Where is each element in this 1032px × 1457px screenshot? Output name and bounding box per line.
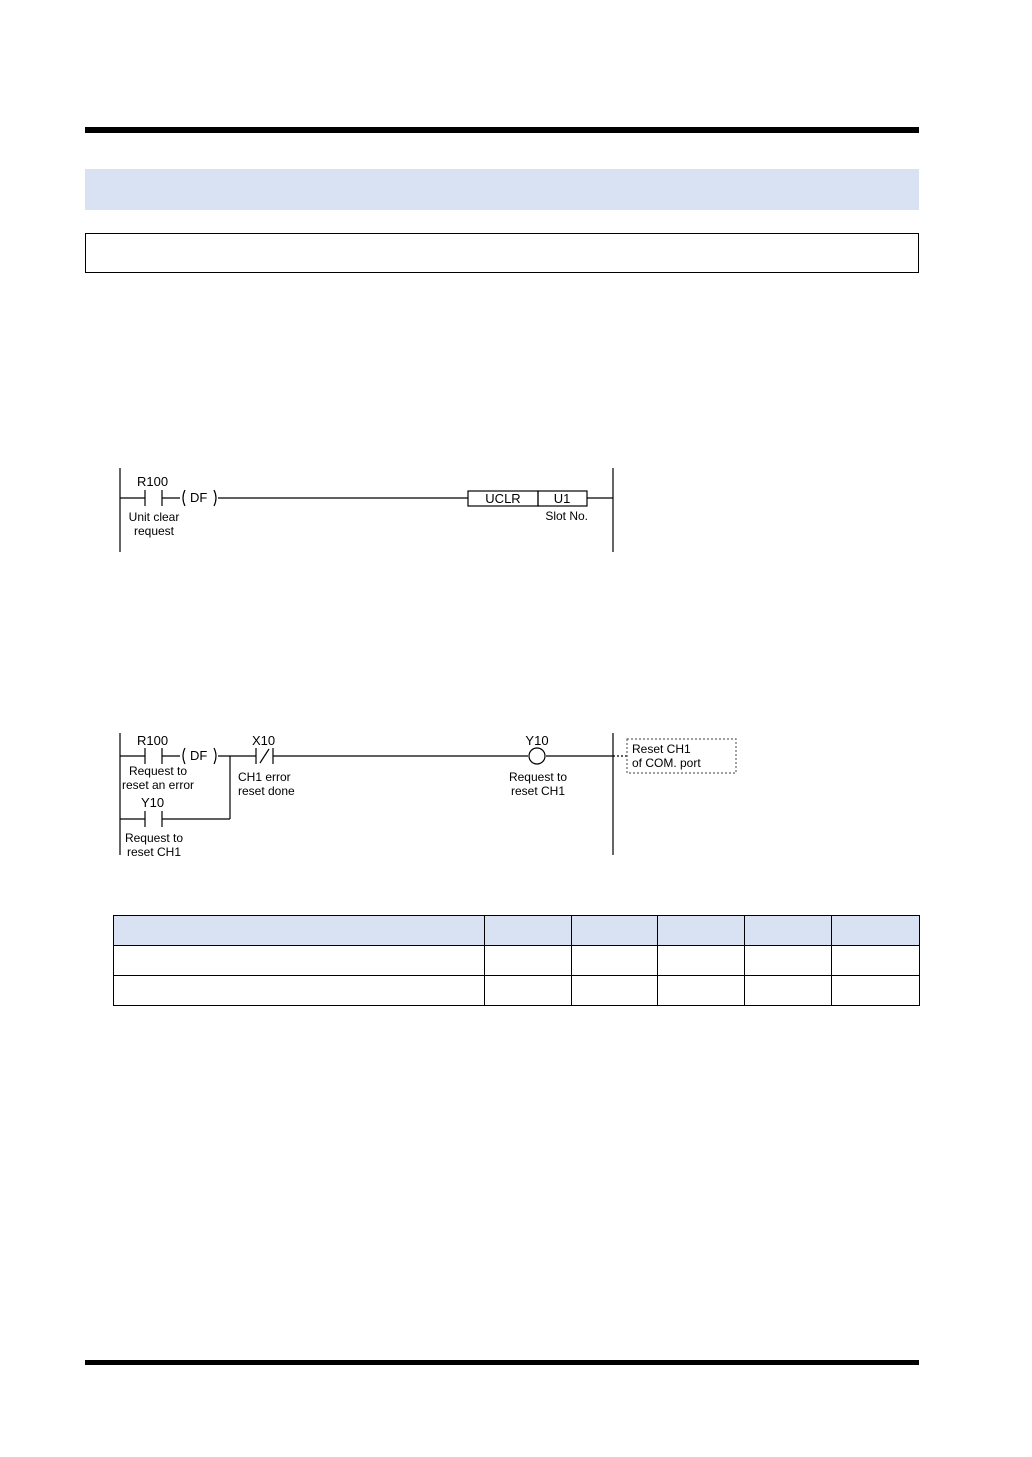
df-close-paren bbox=[214, 490, 216, 506]
contact2-desc-2: reset done bbox=[238, 784, 295, 798]
table-row bbox=[114, 946, 920, 976]
comment-line-2: of COM. port bbox=[632, 756, 701, 770]
coil-y10 bbox=[529, 748, 545, 764]
table-header-cell bbox=[832, 916, 920, 946]
table-cell bbox=[745, 946, 832, 976]
comment-line-1: Reset CH1 bbox=[632, 742, 691, 756]
contact1-label: R100 bbox=[137, 733, 169, 748]
top-rule bbox=[85, 127, 919, 133]
ladder-diagram-unit-clear bbox=[0, 460, 1032, 560]
contact1-desc-1: Request to bbox=[128, 764, 188, 778]
table-header-cell bbox=[114, 916, 485, 946]
coil-desc-1: Request to bbox=[508, 770, 568, 784]
table-cell bbox=[485, 976, 572, 1006]
table-cell bbox=[114, 946, 485, 976]
coil-label: Y10 bbox=[525, 733, 549, 748]
contact-label: R100 bbox=[137, 474, 169, 489]
contact-desc-2: request bbox=[133, 524, 175, 538]
contact2-label: X10 bbox=[252, 733, 276, 748]
table-cell bbox=[832, 946, 920, 976]
df-label: DF bbox=[190, 748, 208, 763]
table-header-cell bbox=[572, 916, 658, 946]
table-cell bbox=[572, 946, 658, 976]
table-header-row bbox=[114, 916, 920, 946]
table-cell bbox=[658, 976, 745, 1006]
contact3-desc-2: reset CH1 bbox=[126, 845, 182, 859]
operand-label: U1 bbox=[553, 491, 571, 506]
bottom-rule bbox=[85, 1360, 919, 1365]
contact3-label: Y10 bbox=[141, 795, 165, 810]
table-cell bbox=[485, 946, 572, 976]
instruction-label: UCLR bbox=[485, 491, 521, 506]
table-header-cell bbox=[745, 916, 832, 946]
contact2-desc-1: CH1 error bbox=[238, 770, 291, 784]
table-cell bbox=[658, 946, 745, 976]
coil-desc-2: reset CH1 bbox=[510, 784, 566, 798]
table-cell bbox=[832, 976, 920, 1006]
table-row bbox=[114, 976, 920, 1006]
operand-desc: Slot No. bbox=[545, 509, 588, 523]
ladder-diagram-reset-ch1 bbox=[0, 725, 1032, 865]
contact-desc-1: Unit clear bbox=[128, 510, 180, 524]
table-header-cell bbox=[658, 916, 745, 946]
contact-x10-nc-slash bbox=[260, 749, 269, 763]
df-open-paren bbox=[183, 490, 185, 506]
table-cell bbox=[114, 976, 485, 1006]
contact3-desc-1: Request to bbox=[124, 831, 184, 845]
table-header-cell bbox=[485, 916, 572, 946]
spec-table bbox=[113, 915, 920, 1006]
df-close-paren bbox=[214, 748, 216, 764]
section-heading-band bbox=[85, 169, 919, 210]
df-label: DF bbox=[190, 490, 208, 505]
df-open-paren bbox=[183, 748, 185, 764]
table-cell bbox=[572, 976, 658, 1006]
note-box bbox=[85, 233, 919, 273]
table-cell bbox=[745, 976, 832, 1006]
contact1-desc-2: reset an error bbox=[121, 778, 195, 792]
